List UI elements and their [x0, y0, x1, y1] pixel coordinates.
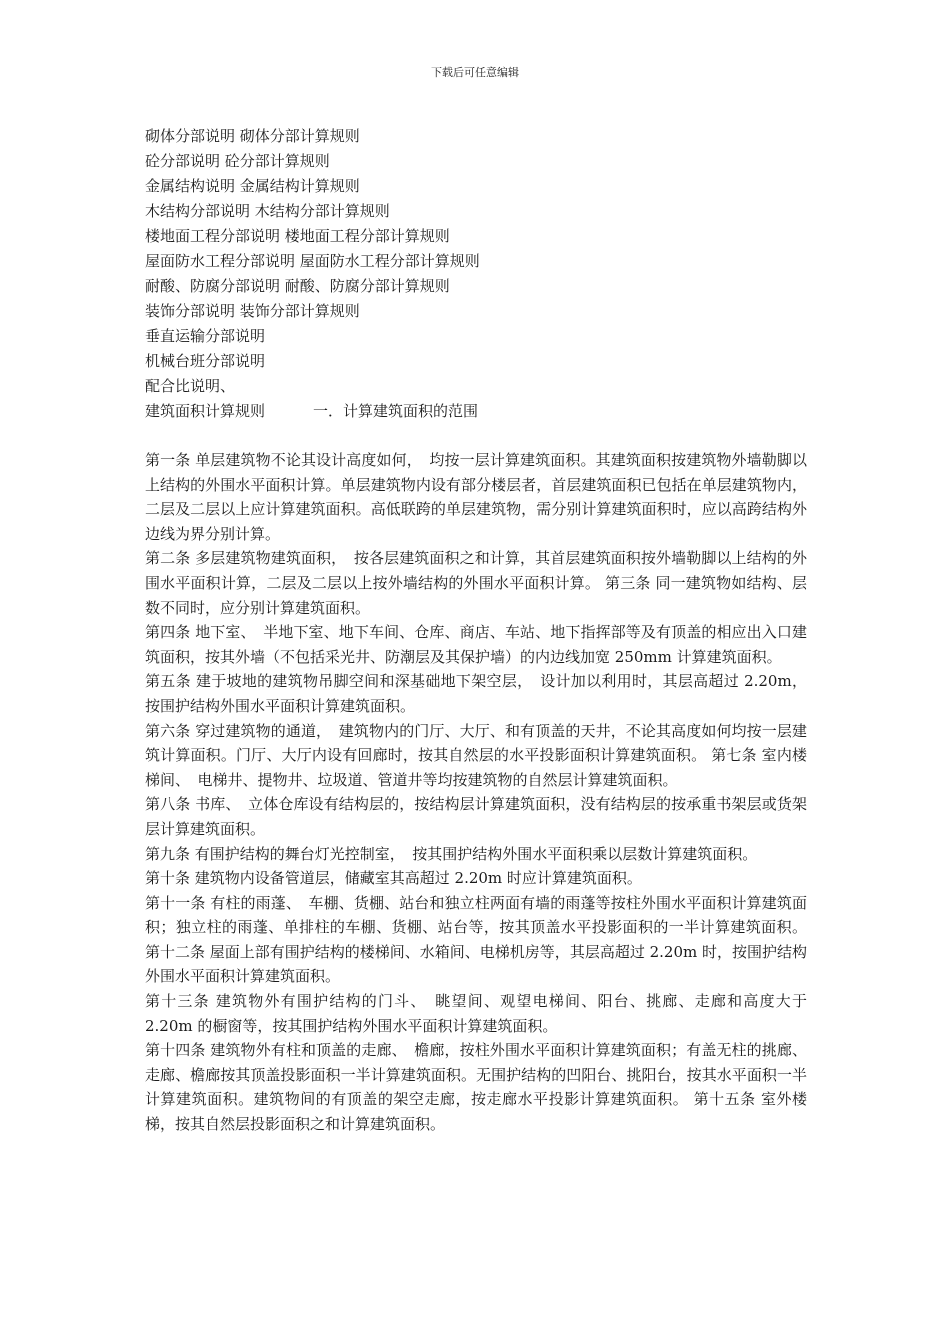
- section-one-heading: 一．计算建筑面积的范围: [313, 402, 479, 420]
- toc-item: 楼地面工程分部说明 楼地面工程分部计算规则: [145, 227, 450, 245]
- article-2: 第二条 多层建筑物建筑面积， 按各层建筑面积之和计算，其首层建筑面积按外墙勒脚以上结构的外围水平面积计算，二层及二层以上按外墙结构的外围水平面积计算。 第三条 同一建筑物如结构、层数不同时，应分别计算建筑面积。: [145, 549, 807, 617]
- toc-item: 木结构分部说明 木结构分部计算规则: [145, 202, 390, 220]
- toc-item: 垂直运输分部说明: [145, 327, 266, 345]
- toc-item: 配合比说明、: [145, 377, 236, 395]
- article-1: 第一条 单层建筑物不论其设计高度如何， 均按一层计算建筑面积。其建筑面积按建筑物外墙勒脚以上结构的外围水平面积计算。单层建筑物内设有部分楼层者，首层建筑面积已包括在单层建筑物内，二层及二层以上应计算建筑面积。高低联跨的单层建筑物，需分别计算建筑面积时，应以高跨结构外边线为界分别计算。: [145, 451, 807, 543]
- article-11: 第十一条 有柱的雨蓬、 车棚、货棚、站台和独立柱两面有墙的雨蓬等按柱外围水平面积计算建筑面积；独立柱的雨蓬、单排柱的车棚、货棚、站台等，按其顶盖水平投影面积的一半计算建筑面积。 第十二条 屋面上部有围护结构的楼梯间、水箱间、电梯机房等，其层高超过 2.20m 时，按围护结构外围水平面积计算建筑面积。: [145, 893, 807, 986]
- article-13: 第十三条 建筑物外有围护结构的门斗、 眺望间、观望电梯间、阳台、挑廊、走廊和高度大于 2.20m 的橱窗等，按其围护结构外围水平面积计算建筑面积。: [145, 992, 807, 1035]
- page-header: 下载后可任意编辑: [431, 66, 519, 79]
- article-10: 第十条 建筑物内设备管道层，储藏室其高超过 2.20m 时应计算建筑面积。: [145, 869, 642, 888]
- toc-item: 耐酸、防腐分部说明 耐酸、防腐分部计算规则: [145, 277, 450, 295]
- toc-item: 砌体分部说明 砌体分部计算规则: [145, 127, 360, 145]
- article-6: 第六条 穿过建筑物的通道， 建筑物内的门厅、大厅、和有顶盖的天井，不论其高度如何均按一层建筑计算面积。门厅、大厅内设有回廊时，按其自然层的水平投影面积计算建筑面积。 第七条 室内楼梯间、 电梯井、提物井、垃圾道、管道井等均按建筑物的自然层计算建筑面积。: [145, 721, 807, 789]
- toc-item-area-rules: [145, 399, 825, 424]
- toc-item: 机械台班分部说明: [145, 352, 266, 370]
- toc-list: [145, 124, 825, 424]
- article-body: [145, 448, 807, 1137]
- article-5: 第五条 建于坡地的建筑物吊脚空间和深基础地下架空层， 设计加以利用时，其层高超过 2.20m，按围护结构外围水平面积计算建筑面积。: [145, 672, 807, 715]
- toc-item: 金属结构说明 金属结构计算规则: [145, 177, 360, 195]
- toc-item: 砼分部说明 砼分部计算规则: [145, 152, 330, 170]
- article-8: 第八条 书库、 立体仓库设有结构层的，按结构层计算建筑面积，没有结构层的按承重书架层或货架层计算建筑面积。: [145, 795, 807, 838]
- toc-area-rules-label: 建筑面积计算规则: [145, 402, 266, 420]
- article-9: 第九条 有围护结构的舞台灯光控制室， 按其围护结构外围水平面积乘以层数计算建筑面积。: [145, 844, 758, 863]
- toc-item: 屋面防水工程分部说明 屋面防水工程分部计算规则: [145, 252, 480, 270]
- article-4: 第四条 地下室、 半地下室、地下车间、仓库、商店、车站、地下指挥部等及有顶盖的相应出入口建筑面积，按其外墙（不包括采光井、防潮层及其保护墙）的内边线加宽 250mm 计算建筑面积。: [145, 623, 807, 666]
- toc-item: 装饰分部说明 装饰分部计算规则: [145, 302, 360, 320]
- article-14: 第十四条 建筑物外有柱和顶盖的走廊、 檐廊，按柱外围水平面积计算建筑面积；有盖无柱的挑廊、走廊、檐廊按其顶盖投影面积一半计算建筑面积。无围护结构的凹阳台、挑阳台，按其水平面积一半计算建筑面积。建筑物间的有顶盖的架空走廊，按走廊水平投影计算建筑面积。 第十五条 室外楼梯，按其自然层投影面积之和计算建筑面积。: [145, 1041, 807, 1134]
